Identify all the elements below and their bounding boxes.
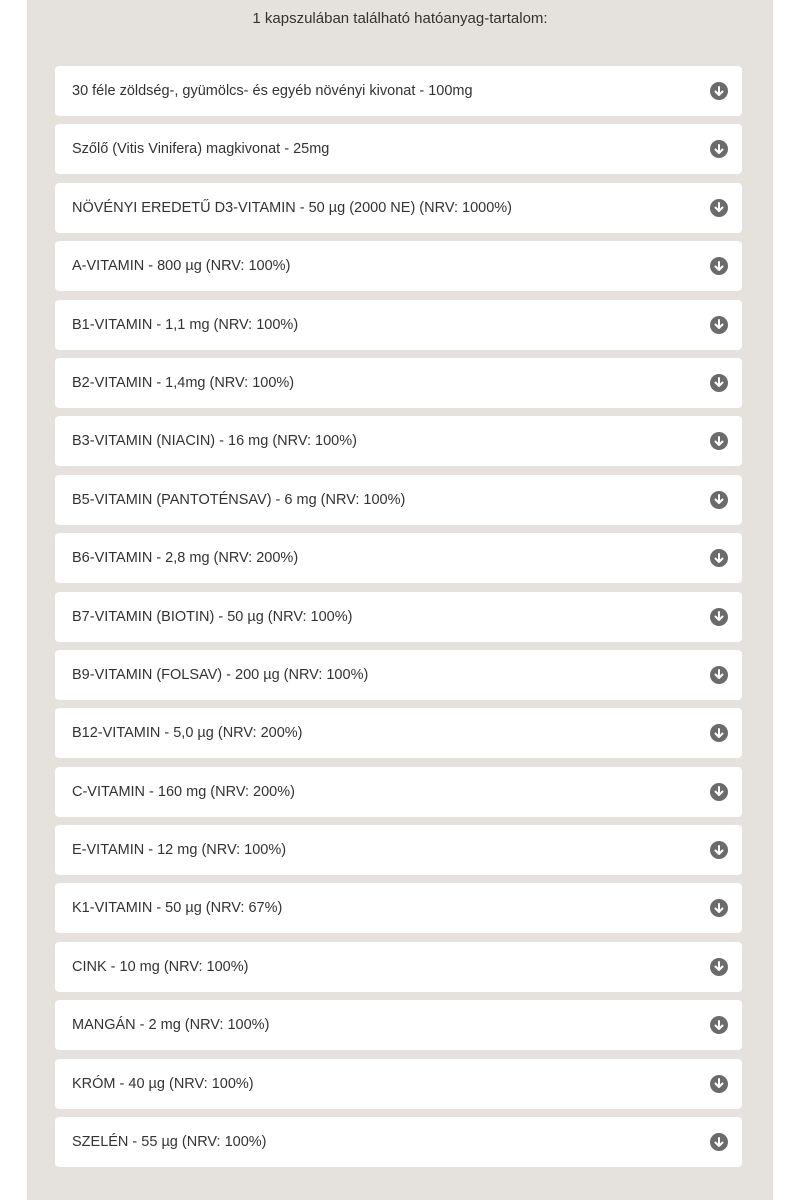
- arrow-down-circle-icon[interactable]: [710, 724, 728, 742]
- accordion-item-label: 30 féle zöldség-, gyümölcs- és egyéb növényi kivonat - 100mg: [72, 83, 473, 99]
- accordion-item-label: B5-VITAMIN (PANTOTÉNSAV) - 6 mg (NRV: 100%): [72, 491, 406, 508]
- accordion-item-label: NÖVÉNYI EREDETŰ D3-VITAMIN - 50 µg (2000 NE) (NRV: 1000%): [72, 199, 512, 216]
- accordion-item[interactable]: [55, 475, 742, 525]
- accordion-item[interactable]: [55, 300, 742, 350]
- arrow-down-circle-icon[interactable]: [710, 1016, 728, 1034]
- accordion-item-label: A-VITAMIN - 800 µg (NRV: 100%): [72, 258, 291, 275]
- accordion-item[interactable]: [55, 183, 742, 233]
- accordion-item-label: B9-VITAMIN (FOLSAV) - 200 µg (NRV: 100%): [72, 666, 369, 683]
- accordion-item-label: SZELÉN - 55 µg (NRV: 100%): [72, 1134, 267, 1151]
- arrow-down-circle-icon[interactable]: [710, 1075, 728, 1093]
- accordion-item-label: CINK - 10 mg (NRV: 100%): [72, 958, 249, 975]
- arrow-down-circle-icon[interactable]: [710, 432, 728, 450]
- accordion-item[interactable]: [55, 1117, 742, 1167]
- arrow-down-circle-icon[interactable]: [710, 82, 728, 100]
- accordion-item[interactable]: [55, 66, 742, 116]
- accordion-item[interactable]: [55, 416, 742, 466]
- arrow-down-circle-icon[interactable]: [710, 1133, 728, 1151]
- accordion-item[interactable]: [55, 767, 742, 817]
- arrow-down-circle-icon[interactable]: [710, 899, 728, 917]
- ingredients-panel: [27, 0, 773, 1200]
- arrow-down-circle-icon[interactable]: [710, 140, 728, 158]
- accordion-item[interactable]: [55, 883, 742, 933]
- accordion-item-label: K1-VITAMIN - 50 µg (NRV: 67%): [72, 900, 283, 917]
- arrow-down-circle-icon[interactable]: [710, 491, 728, 509]
- ingredient-accordion-list: [55, 66, 742, 1167]
- accordion-item-label: B7-VITAMIN (BIOTIN) - 50 µg (NRV: 100%): [72, 608, 353, 625]
- accordion-item-label: B2-VITAMIN - 1,4mg (NRV: 100%): [72, 374, 295, 391]
- arrow-down-circle-icon[interactable]: [710, 199, 728, 217]
- accordion-item[interactable]: [55, 241, 742, 291]
- accordion-item-label: MANGÁN - 2 mg (NRV: 100%): [72, 1017, 270, 1034]
- section-title: 1 kapszulában található hatóanyag-tartalom:: [252, 10, 548, 27]
- accordion-item[interactable]: [55, 592, 742, 642]
- accordion-item[interactable]: [55, 533, 742, 583]
- accordion-item-label: C-VITAMIN - 160 mg (NRV: 200%): [72, 783, 295, 800]
- arrow-down-circle-icon[interactable]: [710, 608, 728, 626]
- accordion-item-label: E-VITAMIN - 12 mg (NRV: 100%): [72, 842, 287, 859]
- accordion-item[interactable]: [55, 124, 742, 174]
- accordion-item[interactable]: [55, 708, 742, 758]
- accordion-item[interactable]: [55, 1059, 742, 1109]
- accordion-item-label: Szőlő (Vitis Vinifera) magkivonat - 25mg: [72, 141, 330, 158]
- arrow-down-circle-icon[interactable]: [710, 316, 728, 334]
- arrow-down-circle-icon[interactable]: [710, 549, 728, 567]
- accordion-item[interactable]: [55, 358, 742, 408]
- accordion-item-label: B12-VITAMIN - 5,0 µg (NRV: 200%): [72, 725, 303, 742]
- accordion-item-label: B1-VITAMIN - 1,1 mg (NRV: 100%): [72, 316, 299, 333]
- accordion-item[interactable]: [55, 1000, 742, 1050]
- arrow-down-circle-icon[interactable]: [710, 374, 728, 392]
- accordion-item[interactable]: [55, 650, 742, 700]
- accordion-item-label: B6-VITAMIN - 2,8 mg (NRV: 200%): [72, 550, 299, 567]
- accordion-item[interactable]: [55, 942, 742, 992]
- accordion-item-label: B3-VITAMIN (NIACIN) - 16 mg (NRV: 100%): [72, 433, 357, 450]
- arrow-down-circle-icon[interactable]: [710, 841, 728, 859]
- accordion-item-label: KRÓM - 40 µg (NRV: 100%): [72, 1075, 254, 1092]
- arrow-down-circle-icon[interactable]: [710, 666, 728, 684]
- arrow-down-circle-icon[interactable]: [710, 257, 728, 275]
- accordion-item[interactable]: [55, 825, 742, 875]
- arrow-down-circle-icon[interactable]: [710, 958, 728, 976]
- arrow-down-circle-icon[interactable]: [710, 783, 728, 801]
